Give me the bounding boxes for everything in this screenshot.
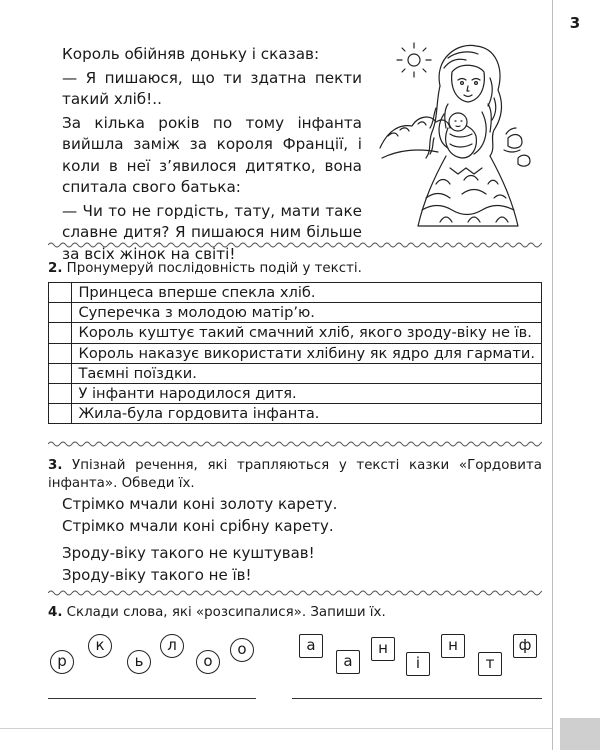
event-text: Жила-була гордовита інфанта.: [72, 404, 542, 424]
wave-divider: [48, 589, 542, 597]
letter-box[interactable]: і: [406, 652, 430, 676]
event-text: Король куштує такий смачний хліб, якого зроду-віку не їв.: [72, 323, 542, 343]
task-text: Склади слова, які «розсипалися». Запиши їх.: [66, 605, 386, 620]
letter-circle[interactable]: р: [50, 650, 74, 674]
task-number: 4.: [48, 605, 63, 620]
letter-circle[interactable]: л: [160, 634, 184, 658]
story-paragraph: За кілька років по тому інфанта вийшла заміж за короля Франції, і коли в неї з’явилося дитятко, вона спитала свого батька:: [62, 113, 362, 196]
letter-box[interactable]: ф: [513, 634, 537, 658]
table-row: [49, 283, 542, 303]
table-row: [49, 404, 542, 424]
letter-circle[interactable]: о: [196, 650, 220, 674]
number-cell[interactable]: [49, 303, 72, 323]
table-row: [49, 303, 542, 323]
event-text: Король наказує використати хлібину як ядро для гармати.: [72, 343, 542, 363]
table-row: [49, 323, 542, 343]
event-text: Принцеса вперше спекла хліб.: [72, 283, 542, 303]
letter-box[interactable]: н: [441, 634, 465, 658]
answer-line[interactable]: [48, 698, 256, 699]
number-cell[interactable]: [49, 363, 72, 383]
story-paragraph: Король обійняв доньку і сказав:: [62, 45, 320, 63]
wave-divider: [48, 440, 542, 448]
story-text: [62, 44, 362, 265]
bottom-divider: [0, 728, 552, 729]
letter-box[interactable]: н: [371, 637, 395, 661]
event-text: Таємні поїздки.: [72, 363, 542, 383]
page-tab: [560, 718, 600, 750]
letter-box[interactable]: а: [336, 650, 360, 674]
sun-icon: [408, 54, 420, 66]
number-cell[interactable]: [49, 343, 72, 363]
table-row: [49, 383, 542, 403]
letter-circle[interactable]: к: [88, 634, 112, 658]
sentence-option[interactable]: Зроду-віку такого не куштував!: [62, 544, 315, 562]
number-cell[interactable]: [49, 283, 72, 303]
task-4-instruction: [48, 604, 386, 622]
letter-box[interactable]: а: [299, 634, 323, 658]
princess-illustration: [378, 38, 540, 233]
sentence-option[interactable]: Стрімко мчали коні срібну карету.: [62, 517, 334, 535]
letter-circle[interactable]: ь: [127, 650, 151, 674]
event-text: Суперечка з молодою матір’ю.: [72, 303, 542, 323]
task-2-instruction: [48, 260, 362, 278]
task-text: Упізнай речення, які трапляються у тексті казки «Гордовита інфанта». Обведи їх.: [48, 458, 542, 491]
letter-circle[interactable]: о: [230, 638, 254, 662]
sentence-group-1: [62, 493, 337, 537]
letter-box[interactable]: т: [478, 652, 502, 676]
table-row: [49, 343, 542, 363]
sentence-group-2: [62, 542, 315, 586]
sentence-option[interactable]: Зроду-віку такого не їв!: [62, 566, 252, 584]
events-table: [48, 282, 542, 424]
number-cell[interactable]: [49, 404, 72, 424]
answer-line[interactable]: [292, 698, 542, 699]
story-paragraph: — Я пишаюся, що ти здатна пекти такий хліб!..: [62, 68, 362, 108]
page-number: 3: [569, 14, 581, 32]
wave-divider: [48, 241, 542, 249]
table-row: [49, 363, 542, 383]
number-cell[interactable]: [49, 383, 72, 403]
page-margin-line: [552, 0, 553, 750]
task-text: Пронумеруй послідовність подій у тексті.: [66, 261, 362, 276]
task-number: 2.: [48, 261, 63, 276]
task-3-instruction: [48, 457, 542, 493]
event-text: У інфанти народилося дитя.: [72, 383, 542, 403]
story-paragraph: — Чи то не гордість, тату, мати таке славне дитя? Я пишаюся ним більше за всіх жінок на світі!: [62, 201, 362, 263]
sentence-option[interactable]: Стрімко мчали коні золоту карету.: [62, 495, 338, 513]
task-number: 3.: [48, 458, 63, 473]
number-cell[interactable]: [49, 323, 72, 343]
